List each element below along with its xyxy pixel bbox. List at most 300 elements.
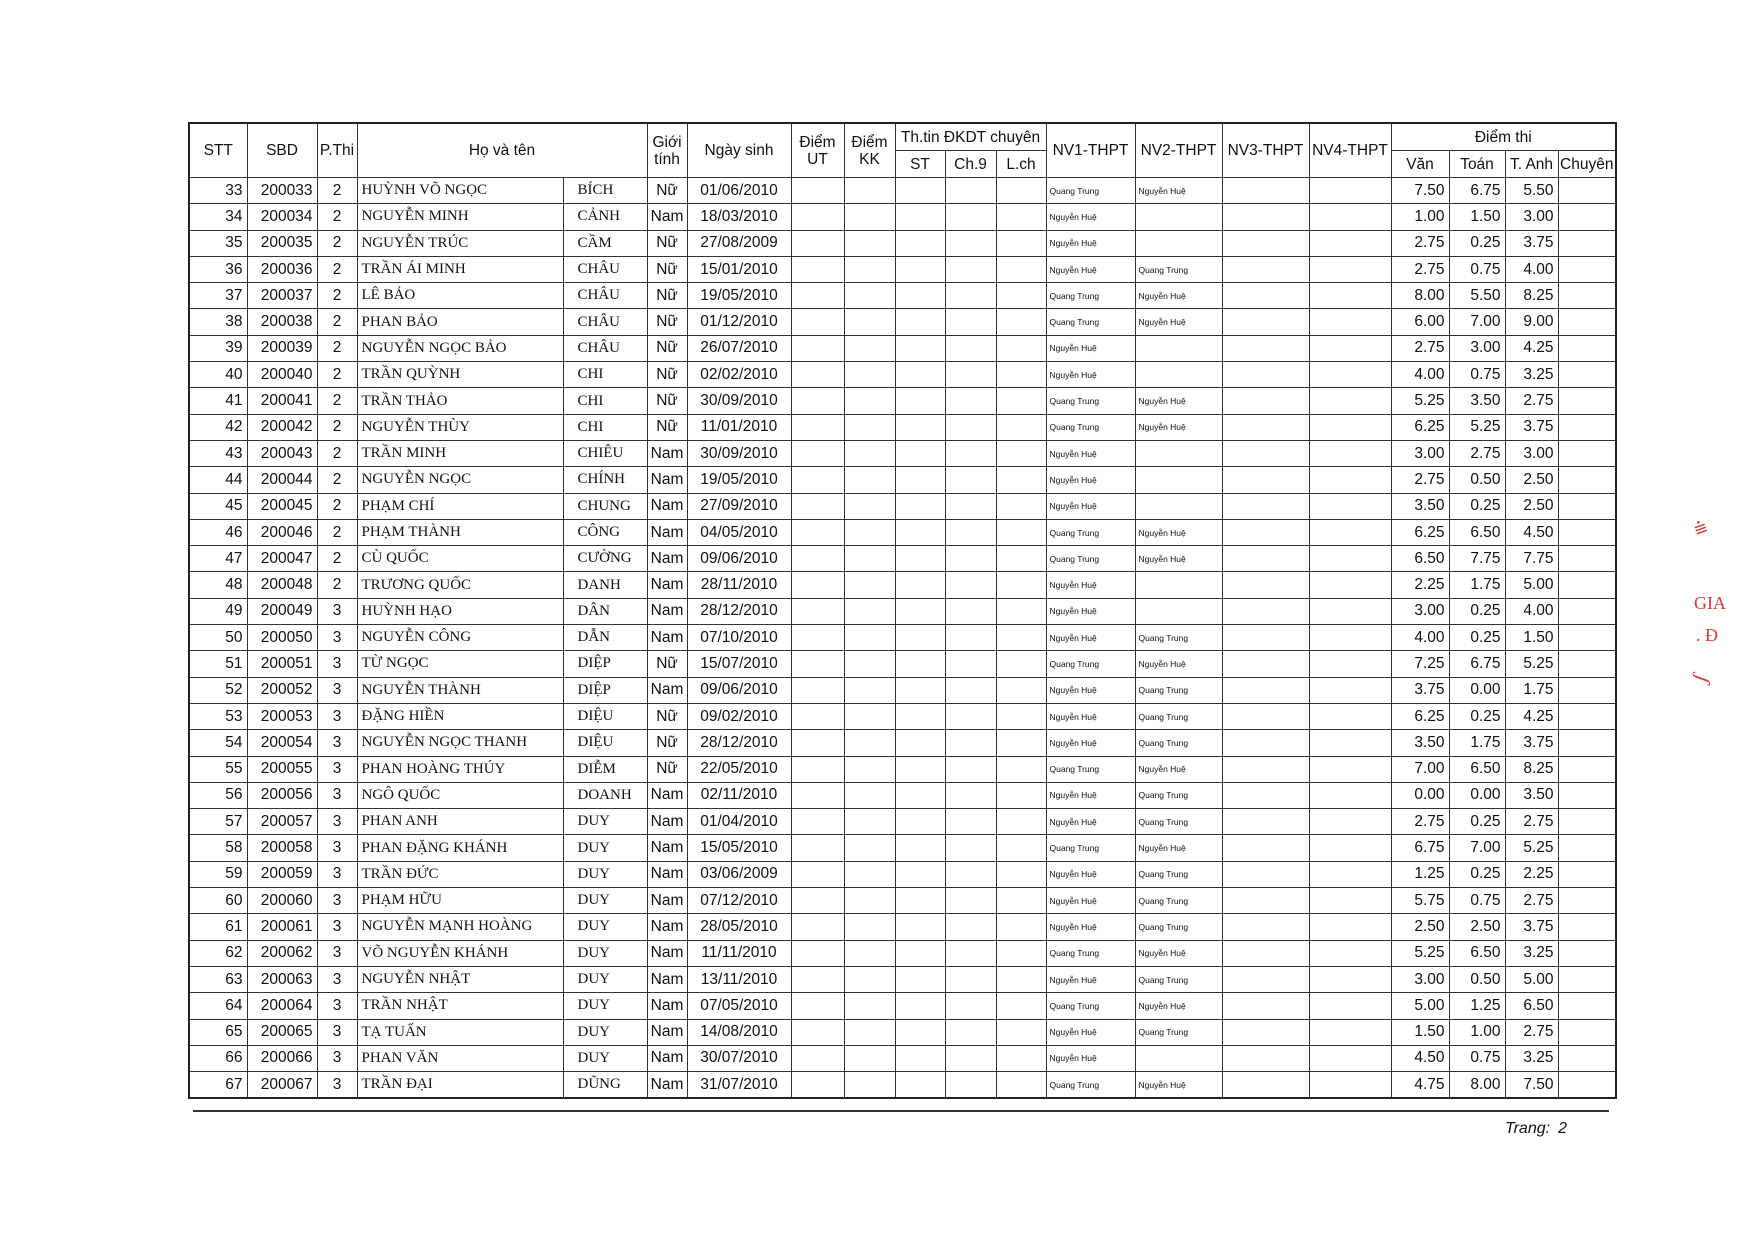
cell-t-anh: 7.75 (1505, 546, 1558, 572)
header-diem-thi: Điểm thi (1391, 123, 1616, 151)
cell-van: 5.75 (1391, 888, 1449, 914)
cell-t-anh: 3.50 (1505, 782, 1558, 808)
cell-diem-ut (791, 309, 844, 335)
cell-nv1: Nguyễn Huệ (1046, 861, 1135, 887)
cell-diem-ut (791, 204, 844, 230)
header-diem-ut: Điểm UT (791, 123, 844, 178)
cell-chuyen (1558, 283, 1616, 309)
cell-diem-kk (844, 440, 895, 466)
cell-diem-kk (844, 519, 895, 545)
table-row (189, 414, 1616, 440)
cell-diem-kk (844, 283, 895, 309)
cell-toan: 0.25 (1449, 703, 1505, 729)
cell-diem-kk (844, 782, 895, 808)
cell-nv4 (1309, 335, 1391, 361)
cell-lch (996, 256, 1046, 282)
cell-nv3 (1222, 651, 1309, 677)
cell-stt: 46 (189, 519, 247, 545)
cell-ten: CƯỜNG (563, 546, 647, 572)
cell-phong-thi: 3 (317, 1019, 357, 1045)
cell-t-anh: 2.50 (1505, 493, 1558, 519)
cell-t-anh: 3.00 (1505, 440, 1558, 466)
header-nv3: NV3-THPT (1222, 123, 1309, 178)
cell-nv4 (1309, 178, 1391, 204)
cell-chuyen (1558, 625, 1616, 651)
cell-stt: 58 (189, 835, 247, 861)
cell-ch9 (945, 335, 996, 361)
table-row (189, 493, 1616, 519)
cell-stt: 67 (189, 1072, 247, 1099)
cell-phong-thi: 3 (317, 993, 357, 1019)
cell-t-anh: 4.25 (1505, 335, 1558, 361)
cell-nv4 (1309, 730, 1391, 756)
cell-nv1: Nguyễn Huệ (1046, 440, 1135, 466)
cell-nv2: Quang Trung (1135, 861, 1222, 887)
cell-nv1: Quang Trung (1046, 546, 1135, 572)
cell-ch9 (945, 572, 996, 598)
cell-sbd: 200054 (247, 730, 317, 756)
cell-t-anh: 2.75 (1505, 1019, 1558, 1045)
cell-diem-kk (844, 388, 895, 414)
cell-nv3 (1222, 440, 1309, 466)
cell-phong-thi: 3 (317, 940, 357, 966)
table-row (189, 940, 1616, 966)
cell-chuyen (1558, 756, 1616, 782)
header-nv2: NV2-THPT (1135, 123, 1222, 178)
header-diem-kk: Điểm KK (844, 123, 895, 178)
cell-phong-thi: 3 (317, 782, 357, 808)
cell-sbd: 200047 (247, 546, 317, 572)
cell-sbd: 200039 (247, 335, 317, 361)
cell-st (895, 651, 945, 677)
cell-ho: TRƯƠNG QUỐC (357, 572, 563, 598)
cell-nv4 (1309, 204, 1391, 230)
cell-ten: CẦM (563, 230, 647, 256)
cell-van: 4.00 (1391, 625, 1449, 651)
cell-ho: TRẦN NHẬT (357, 993, 563, 1019)
cell-lch (996, 204, 1046, 230)
table-row (189, 1045, 1616, 1071)
results-table (188, 122, 1617, 1099)
cell-nv2: Quang Trung (1135, 782, 1222, 808)
cell-gioi-tinh: Nữ (647, 362, 687, 388)
cell-diem-kk (844, 703, 895, 729)
cell-van: 3.00 (1391, 440, 1449, 466)
cell-t-anh: 1.50 (1505, 625, 1558, 651)
cell-diem-ut (791, 546, 844, 572)
cell-diem-kk (844, 309, 895, 335)
cell-diem-kk (844, 993, 895, 1019)
cell-van: 7.50 (1391, 178, 1449, 204)
cell-ho: HUỲNH HẠO (357, 598, 563, 624)
table-row (189, 309, 1616, 335)
cell-ten: DUY (563, 888, 647, 914)
cell-diem-kk (844, 256, 895, 282)
cell-sbd: 200033 (247, 178, 317, 204)
cell-t-anh: 8.25 (1505, 283, 1558, 309)
cell-sbd: 200056 (247, 782, 317, 808)
cell-ho: TRẦN ÁI MINH (357, 256, 563, 282)
cell-ten: CHÂU (563, 256, 647, 282)
cell-stt: 61 (189, 914, 247, 940)
cell-lch (996, 519, 1046, 545)
cell-gioi-tinh: Nữ (647, 730, 687, 756)
cell-stt: 56 (189, 782, 247, 808)
cell-toan: 6.50 (1449, 756, 1505, 782)
cell-st (895, 888, 945, 914)
cell-ho: TRẦN THẢO (357, 388, 563, 414)
cell-stt: 37 (189, 283, 247, 309)
cell-sbd: 200034 (247, 204, 317, 230)
cell-ten: DUY (563, 835, 647, 861)
cell-van: 3.00 (1391, 598, 1449, 624)
cell-phong-thi: 3 (317, 730, 357, 756)
cell-ten: BÍCH (563, 178, 647, 204)
table-body (189, 178, 1616, 1099)
cell-lch (996, 440, 1046, 466)
cell-nv4 (1309, 677, 1391, 703)
cell-toan: 0.25 (1449, 493, 1505, 519)
cell-t-anh: 4.00 (1505, 256, 1558, 282)
cell-toan: 0.25 (1449, 809, 1505, 835)
cell-diem-kk (844, 204, 895, 230)
cell-diem-ut (791, 993, 844, 1019)
cell-phong-thi: 2 (317, 256, 357, 282)
cell-ten: DUY (563, 966, 647, 992)
cell-chuyen (1558, 598, 1616, 624)
cell-gioi-tinh: Nam (647, 1019, 687, 1045)
cell-van: 6.25 (1391, 519, 1449, 545)
cell-ngay-sinh: 30/07/2010 (687, 1045, 791, 1071)
cell-van: 1.00 (1391, 204, 1449, 230)
cell-t-anh: 5.00 (1505, 572, 1558, 598)
cell-st (895, 309, 945, 335)
cell-nv4 (1309, 572, 1391, 598)
cell-nv2 (1135, 230, 1222, 256)
cell-st (895, 467, 945, 493)
table-row (189, 519, 1616, 545)
cell-st (895, 335, 945, 361)
cell-diem-ut (791, 1045, 844, 1071)
cell-ten: DIỆU (563, 730, 647, 756)
cell-st (895, 204, 945, 230)
cell-ngay-sinh: 01/12/2010 (687, 309, 791, 335)
stamp-text-2: . Đ (1696, 625, 1718, 645)
cell-chuyen (1558, 809, 1616, 835)
cell-sbd: 200065 (247, 1019, 317, 1045)
cell-ho: PHAN BẢO (357, 309, 563, 335)
cell-lch (996, 1045, 1046, 1071)
cell-lch (996, 993, 1046, 1019)
cell-diem-kk (844, 677, 895, 703)
cell-gioi-tinh: Nam (647, 809, 687, 835)
cell-nv3 (1222, 782, 1309, 808)
cell-nv2 (1135, 204, 1222, 230)
cell-ch9 (945, 414, 996, 440)
cell-lch (996, 283, 1046, 309)
cell-nv3 (1222, 230, 1309, 256)
cell-phong-thi: 3 (317, 835, 357, 861)
cell-lch (996, 414, 1046, 440)
header-phong-thi: P.Thi (317, 123, 357, 178)
cell-chuyen (1558, 914, 1616, 940)
cell-ten: CÔNG (563, 519, 647, 545)
cell-nv2: Nguyễn Huệ (1135, 940, 1222, 966)
cell-nv3 (1222, 966, 1309, 992)
cell-toan: 6.50 (1449, 519, 1505, 545)
cell-lch (996, 1019, 1046, 1045)
cell-diem-ut (791, 940, 844, 966)
cell-sbd: 200057 (247, 809, 317, 835)
cell-toan: 2.75 (1449, 440, 1505, 466)
cell-nv2: Nguyễn Huệ (1135, 283, 1222, 309)
cell-nv3 (1222, 756, 1309, 782)
cell-ten: CHÂU (563, 335, 647, 361)
cell-ho: NGUYỄN NGỌC THANH (357, 730, 563, 756)
header-chuyen: Chuyên (1558, 151, 1616, 178)
cell-st (895, 782, 945, 808)
cell-ch9 (945, 782, 996, 808)
cell-nv3 (1222, 572, 1309, 598)
cell-nv1: Nguyễn Huệ (1046, 598, 1135, 624)
cell-van: 6.00 (1391, 309, 1449, 335)
cell-nv3 (1222, 388, 1309, 414)
cell-nv4 (1309, 493, 1391, 519)
cell-ngay-sinh: 26/07/2010 (687, 335, 791, 361)
cell-ho: TỪ NGỌC (357, 651, 563, 677)
cell-lch (996, 756, 1046, 782)
stamp-signature-icon: ʃ (1686, 670, 1713, 686)
cell-chuyen (1558, 572, 1616, 598)
cell-ch9 (945, 730, 996, 756)
cell-diem-ut (791, 362, 844, 388)
cell-diem-kk (844, 966, 895, 992)
cell-toan: 0.75 (1449, 256, 1505, 282)
cell-t-anh: 5.00 (1505, 966, 1558, 992)
cell-diem-ut (791, 861, 844, 887)
cell-nv2: Quang Trung (1135, 625, 1222, 651)
cell-ten: DUY (563, 914, 647, 940)
cell-stt: 41 (189, 388, 247, 414)
cell-chuyen (1558, 940, 1616, 966)
cell-t-anh: 3.25 (1505, 362, 1558, 388)
cell-stt: 53 (189, 703, 247, 729)
cell-phong-thi: 3 (317, 914, 357, 940)
cell-van: 2.75 (1391, 230, 1449, 256)
cell-gioi-tinh: Nữ (647, 335, 687, 361)
cell-sbd: 200043 (247, 440, 317, 466)
cell-lch (996, 546, 1046, 572)
cell-sbd: 200046 (247, 519, 317, 545)
cell-ten: DANH (563, 572, 647, 598)
cell-phong-thi: 2 (317, 178, 357, 204)
cell-st (895, 256, 945, 282)
cell-ngay-sinh: 30/09/2010 (687, 440, 791, 466)
cell-nv4 (1309, 309, 1391, 335)
cell-chuyen (1558, 888, 1616, 914)
cell-ngay-sinh: 04/05/2010 (687, 519, 791, 545)
cell-chuyen (1558, 230, 1616, 256)
cell-nv4 (1309, 940, 1391, 966)
cell-van: 4.75 (1391, 1072, 1449, 1099)
cell-nv3 (1222, 940, 1309, 966)
cell-toan: 6.75 (1449, 651, 1505, 677)
cell-ngay-sinh: 27/09/2010 (687, 493, 791, 519)
cell-st (895, 546, 945, 572)
cell-ho: ĐẶNG HIỀN (357, 703, 563, 729)
cell-t-anh: 2.75 (1505, 809, 1558, 835)
cell-toan: 1.50 (1449, 204, 1505, 230)
cell-st (895, 598, 945, 624)
cell-nv1: Nguyễn Huệ (1046, 1019, 1135, 1045)
cell-ten: DŨNG (563, 1072, 647, 1099)
cell-ch9 (945, 467, 996, 493)
cell-ngay-sinh: 22/05/2010 (687, 756, 791, 782)
cell-gioi-tinh: Nam (647, 1072, 687, 1099)
cell-nv3 (1222, 546, 1309, 572)
table-row (189, 230, 1616, 256)
cell-gioi-tinh: Nam (647, 598, 687, 624)
table-row (189, 283, 1616, 309)
cell-van: 3.50 (1391, 730, 1449, 756)
cell-lch (996, 467, 1046, 493)
cell-chuyen (1558, 388, 1616, 414)
table-row (189, 782, 1616, 808)
cell-toan: 7.00 (1449, 309, 1505, 335)
cell-ten: DUY (563, 1045, 647, 1071)
cell-phong-thi: 3 (317, 861, 357, 887)
cell-gioi-tinh: Nữ (647, 283, 687, 309)
cell-toan: 7.00 (1449, 835, 1505, 861)
cell-toan: 0.25 (1449, 230, 1505, 256)
cell-nv2 (1135, 362, 1222, 388)
cell-sbd: 200045 (247, 493, 317, 519)
cell-phong-thi: 2 (317, 230, 357, 256)
header-ho-ten: Họ và tên (357, 123, 647, 178)
cell-van: 2.50 (1391, 914, 1449, 940)
cell-ngay-sinh: 02/11/2010 (687, 782, 791, 808)
cell-nv3 (1222, 625, 1309, 651)
cell-nv1: Nguyễn Huệ (1046, 230, 1135, 256)
cell-chuyen (1558, 414, 1616, 440)
cell-nv3 (1222, 1045, 1309, 1071)
cell-ch9 (945, 309, 996, 335)
cell-diem-kk (844, 1072, 895, 1099)
cell-nv1: Quang Trung (1046, 651, 1135, 677)
cell-lch (996, 625, 1046, 651)
cell-ngay-sinh: 31/07/2010 (687, 1072, 791, 1099)
cell-nv2 (1135, 467, 1222, 493)
cell-ch9 (945, 888, 996, 914)
cell-lch (996, 1072, 1046, 1099)
cell-ho: PHAN HOÀNG THÚY (357, 756, 563, 782)
cell-stt: 55 (189, 756, 247, 782)
cell-diem-ut (791, 914, 844, 940)
cell-ch9 (945, 493, 996, 519)
cell-diem-kk (844, 572, 895, 598)
cell-phong-thi: 2 (317, 493, 357, 519)
cell-nv2: Nguyễn Huệ (1135, 178, 1222, 204)
cell-t-anh: 5.25 (1505, 651, 1558, 677)
cell-nv4 (1309, 861, 1391, 887)
cell-st (895, 756, 945, 782)
cell-nv1: Quang Trung (1046, 1072, 1135, 1099)
cell-ho: PHAN ANH (357, 809, 563, 835)
cell-ch9 (945, 651, 996, 677)
cell-nv1: Nguyễn Huệ (1046, 677, 1135, 703)
cell-gioi-tinh: Nam (647, 861, 687, 887)
cell-gioi-tinh: Nam (647, 835, 687, 861)
cell-nv1: Nguyễn Huệ (1046, 730, 1135, 756)
cell-nv2: Quang Trung (1135, 677, 1222, 703)
cell-nv2: Nguyễn Huệ (1135, 756, 1222, 782)
cell-t-anh: 3.25 (1505, 940, 1558, 966)
cell-diem-ut (791, 335, 844, 361)
cell-nv1: Quang Trung (1046, 940, 1135, 966)
cell-stt: 63 (189, 966, 247, 992)
cell-diem-kk (844, 493, 895, 519)
cell-chuyen (1558, 493, 1616, 519)
cell-van: 5.25 (1391, 940, 1449, 966)
cell-diem-ut (791, 651, 844, 677)
cell-ten: DẪN (563, 625, 647, 651)
cell-sbd: 200061 (247, 914, 317, 940)
cell-stt: 59 (189, 861, 247, 887)
table-row (189, 256, 1616, 282)
cell-nv2: Quang Trung (1135, 703, 1222, 729)
cell-ch9 (945, 940, 996, 966)
cell-toan: 5.25 (1449, 414, 1505, 440)
cell-stt: 65 (189, 1019, 247, 1045)
cell-nv3 (1222, 362, 1309, 388)
cell-st (895, 993, 945, 1019)
cell-nv1: Nguyễn Huệ (1046, 335, 1135, 361)
cell-sbd: 200067 (247, 1072, 317, 1099)
header-nv1: NV1-THPT (1046, 123, 1135, 178)
cell-diem-ut (791, 230, 844, 256)
cell-lch (996, 335, 1046, 361)
cell-nv2: Quang Trung (1135, 1019, 1222, 1045)
cell-t-anh: 3.75 (1505, 414, 1558, 440)
table-row (189, 546, 1616, 572)
cell-phong-thi: 2 (317, 440, 357, 466)
cell-van: 2.75 (1391, 467, 1449, 493)
cell-phong-thi: 2 (317, 362, 357, 388)
cell-nv1: Nguyễn Huệ (1046, 1045, 1135, 1071)
cell-nv2: Quang Trung (1135, 966, 1222, 992)
table-row (189, 335, 1616, 361)
cell-toan: 0.75 (1449, 1045, 1505, 1071)
cell-chuyen (1558, 966, 1616, 992)
cell-van: 4.50 (1391, 1045, 1449, 1071)
cell-diem-kk (844, 730, 895, 756)
cell-ch9 (945, 966, 996, 992)
table-row (189, 362, 1616, 388)
cell-nv2 (1135, 598, 1222, 624)
cell-sbd: 200060 (247, 888, 317, 914)
cell-st (895, 1019, 945, 1045)
cell-ten: CẢNH (563, 204, 647, 230)
cell-nv1: Nguyễn Huệ (1046, 966, 1135, 992)
cell-ho: LÊ BẢO (357, 283, 563, 309)
cell-van: 3.50 (1391, 493, 1449, 519)
cell-nv3 (1222, 835, 1309, 861)
table-header (189, 123, 1616, 178)
cell-toan: 3.00 (1449, 335, 1505, 361)
cell-ngay-sinh: 28/11/2010 (687, 572, 791, 598)
cell-ch9 (945, 519, 996, 545)
cell-nv4 (1309, 283, 1391, 309)
